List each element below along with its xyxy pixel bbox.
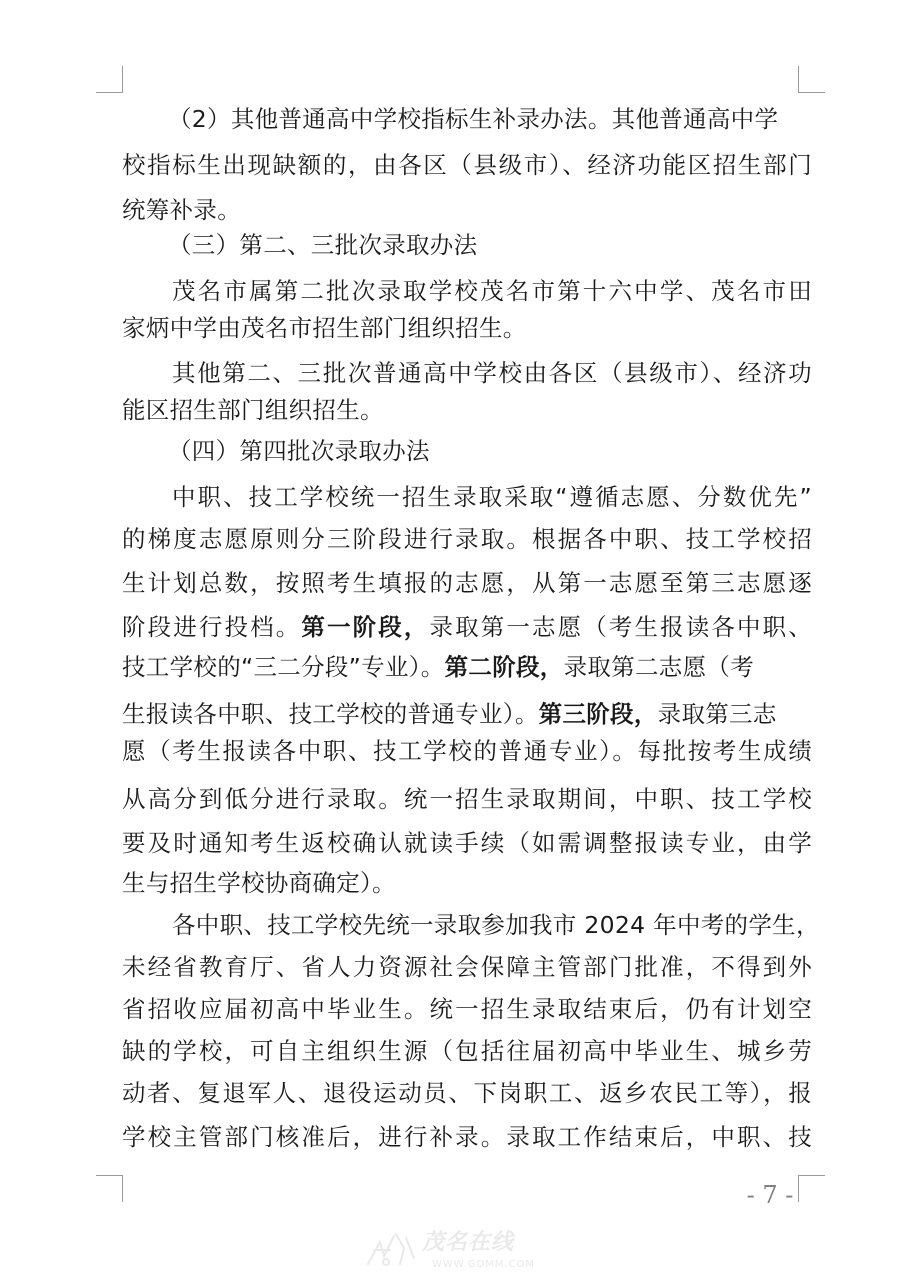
text-line: 未经省教育厅、省人力资源社会保障主管部门批准，不得到外 (122, 953, 812, 981)
text-line: 的梯度志愿原则分三阶段进行录取。根据各中职、技工学校招 (122, 525, 812, 553)
watermark-brand: 茂名在线 (422, 1230, 515, 1255)
text-run: 录取第二志愿（考 (563, 653, 755, 681)
text-line: 家炳中学由茂名市招生部门组织招生。 (122, 314, 527, 342)
text-line: 生与招生学校协商确定）。 (122, 869, 396, 897)
text-line: 中职、技工学校统一招生录取采取“遵循志愿、分数优先” (172, 483, 812, 511)
text-line: 省招收应届初高中毕业生。统一招生录取结束后，仍有计划空 (122, 995, 812, 1023)
text-run: 录取第一志愿（考生报读各中职、 (429, 613, 813, 641)
text-line: 从高分到低分进行录取。统一招生录取期间，中职、技工学校 (122, 785, 812, 813)
bold-phrase: 第一阶段， (301, 613, 430, 641)
text-line: 茂名市属第二批次录取学校茂名市第十六中学、茂名市田 (172, 277, 812, 305)
text-line: 能区招生部门组织招生。 (122, 396, 384, 424)
corner-mark-top-right (798, 66, 825, 93)
text-line (122, 644, 812, 690)
corner-mark-bottom-left (96, 1175, 123, 1202)
text-line: 要及时通知考生返校确认就读手续（如需调整报读专业，由学 (122, 829, 812, 857)
bold-phrase: 第三阶段， (538, 700, 658, 728)
watermark-url: WWW.GDMM.COM (432, 1259, 536, 1270)
text-line: （2）其他普通高中学校指标生补录办法。其他普通高中学 (168, 105, 779, 133)
section-heading: （三）第二、三批次录取办法 (168, 231, 478, 259)
text-line: 校指标生出现缺额的，由各区（县级市）、经济功能区招生部门 (122, 151, 812, 179)
watermark (360, 1228, 570, 1274)
page-number: - 7 - (746, 1181, 794, 1209)
text-line: 愿（考生报读各中职、技工学校的普通专业）。每批按考生成绩 (122, 737, 812, 765)
section-heading: （四）第四批次录取办法 (168, 437, 430, 465)
text-line: 动者、复退军人、退役运动员、下岗职工、返乡农民工等），报 (122, 1079, 812, 1107)
text-line: 学校主管部门核准后，进行补录。录取工作结束后，中职、技 (122, 1123, 812, 1151)
corner-mark-top-left (96, 66, 123, 93)
text-run: 阶段进行投档。 (122, 613, 302, 641)
bold-phrase: 第二阶段， (444, 653, 564, 681)
watermark-logo-icon (360, 1228, 420, 1272)
text-line: 各中职、技工学校先统一录取参加我市 2024 年中考的学生， (172, 911, 820, 939)
text-run: 录取第三志 (657, 700, 777, 728)
text-line: 缺的学校，可自主组织生源（包括往届初高中毕业生、城乡劳 (122, 1037, 812, 1065)
text-line: 生计划总数，按照考生填报的志愿，从第一志愿至第三志愿逐 (122, 569, 812, 597)
text-run: 生报读各中职、技工学校的普通专业）。 (122, 700, 539, 728)
text-line: 统筹补录。 (122, 196, 241, 224)
text-run: 技工学校的“三二分段”专业）。 (122, 653, 445, 681)
text-line: 其他第二、三批次普通高中学校由各区（县级市）、经济功 (172, 359, 812, 387)
